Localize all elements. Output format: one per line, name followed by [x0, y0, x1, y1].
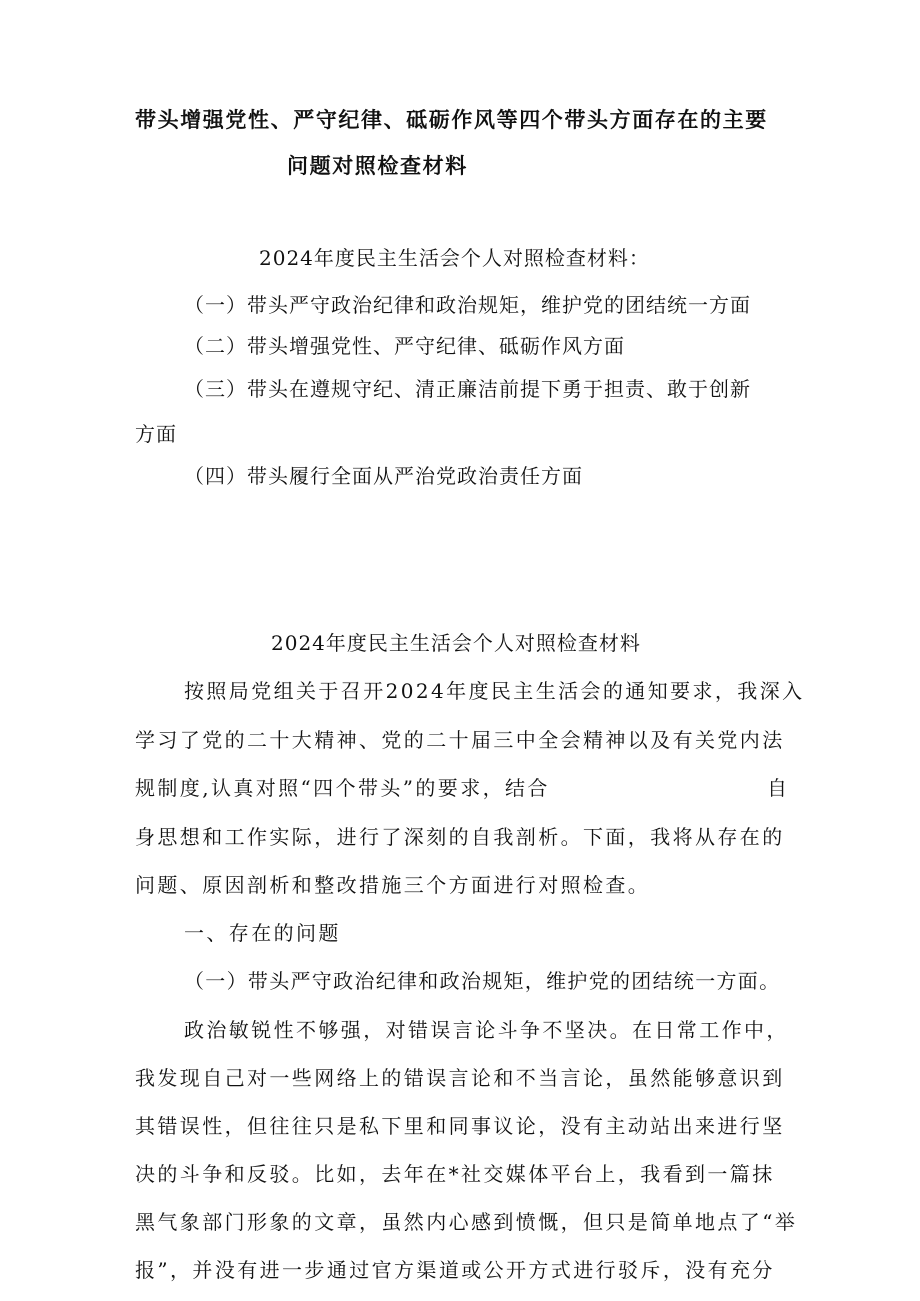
outline-item-3-continued: 方面	[135, 422, 177, 446]
paragraph-line: 决的斗争和反驳。比如，去年在*社交媒体平台上，我看到一篇抹	[135, 1162, 775, 1186]
document-heading: 2024年度民主生活会个人对照检查材料	[271, 631, 641, 655]
paragraph-line: 政治敏锐性不够强，对错误言论斗争不坚决。在日常工作中，	[184, 1018, 789, 1042]
outline-heading: 2024年度民主生活会个人对照检查材料：	[259, 246, 650, 270]
paragraph-line: 我发现自己对一些网络上的错误言论和不当言论，虽然能够意识到	[135, 1066, 785, 1090]
outline-item-2: （二）带头增强党性、严守纪律、砥砺作风方面	[184, 334, 625, 358]
subsection-heading: （一）带头严守政治纪律和政治规矩，维护党的团结统一方面。	[184, 969, 781, 993]
intro-line: 问题、原因剖析和整改措施三个方面进行对照检查。	[135, 873, 651, 897]
section-heading: 一、存在的问题	[184, 921, 341, 945]
intro-line: 学习了党的二十大精神、党的二十届三中全会精神以及有关党内法	[135, 728, 785, 752]
outline-item-3: （三）带头在遵规守纪、清正廉洁前提下勇于担责、敢于创新	[184, 377, 751, 401]
intro-line-end: 自	[767, 776, 790, 800]
document-title-line-1: 带头增强党性、严守纪律、砥砺作风等四个带头方面存在的主要	[135, 108, 768, 132]
document-title-line-2: 问题对照检查材料	[287, 154, 468, 178]
paragraph-line: 报”，并没有进一步通过官方渠道或公开方式进行驳斥，没有充分	[135, 1258, 775, 1282]
intro-line: 规制度,认真对照“四个带头”的要求，结合	[135, 776, 550, 800]
paragraph-line: 黑气象部门形象的文章，虽然内心感到愤慨，但只是简单地点了“举	[135, 1210, 798, 1234]
intro-line: 身思想和工作实际，进行了深刻的自我剖析。下面，我将从存在的	[135, 825, 785, 849]
paragraph-line: 其错误性，但往往只是私下里和同事议论，没有主动站出来进行坚	[135, 1114, 785, 1138]
intro-line: 按照局党组关于召开2024年度民主生活会的通知要求，我深入	[184, 679, 805, 703]
outline-item-4: （四）带头履行全面从严治党政治责任方面	[184, 464, 583, 488]
outline-item-1: （一）带头严守政治纪律和政治规矩，维护党的团结统一方面	[184, 293, 751, 317]
